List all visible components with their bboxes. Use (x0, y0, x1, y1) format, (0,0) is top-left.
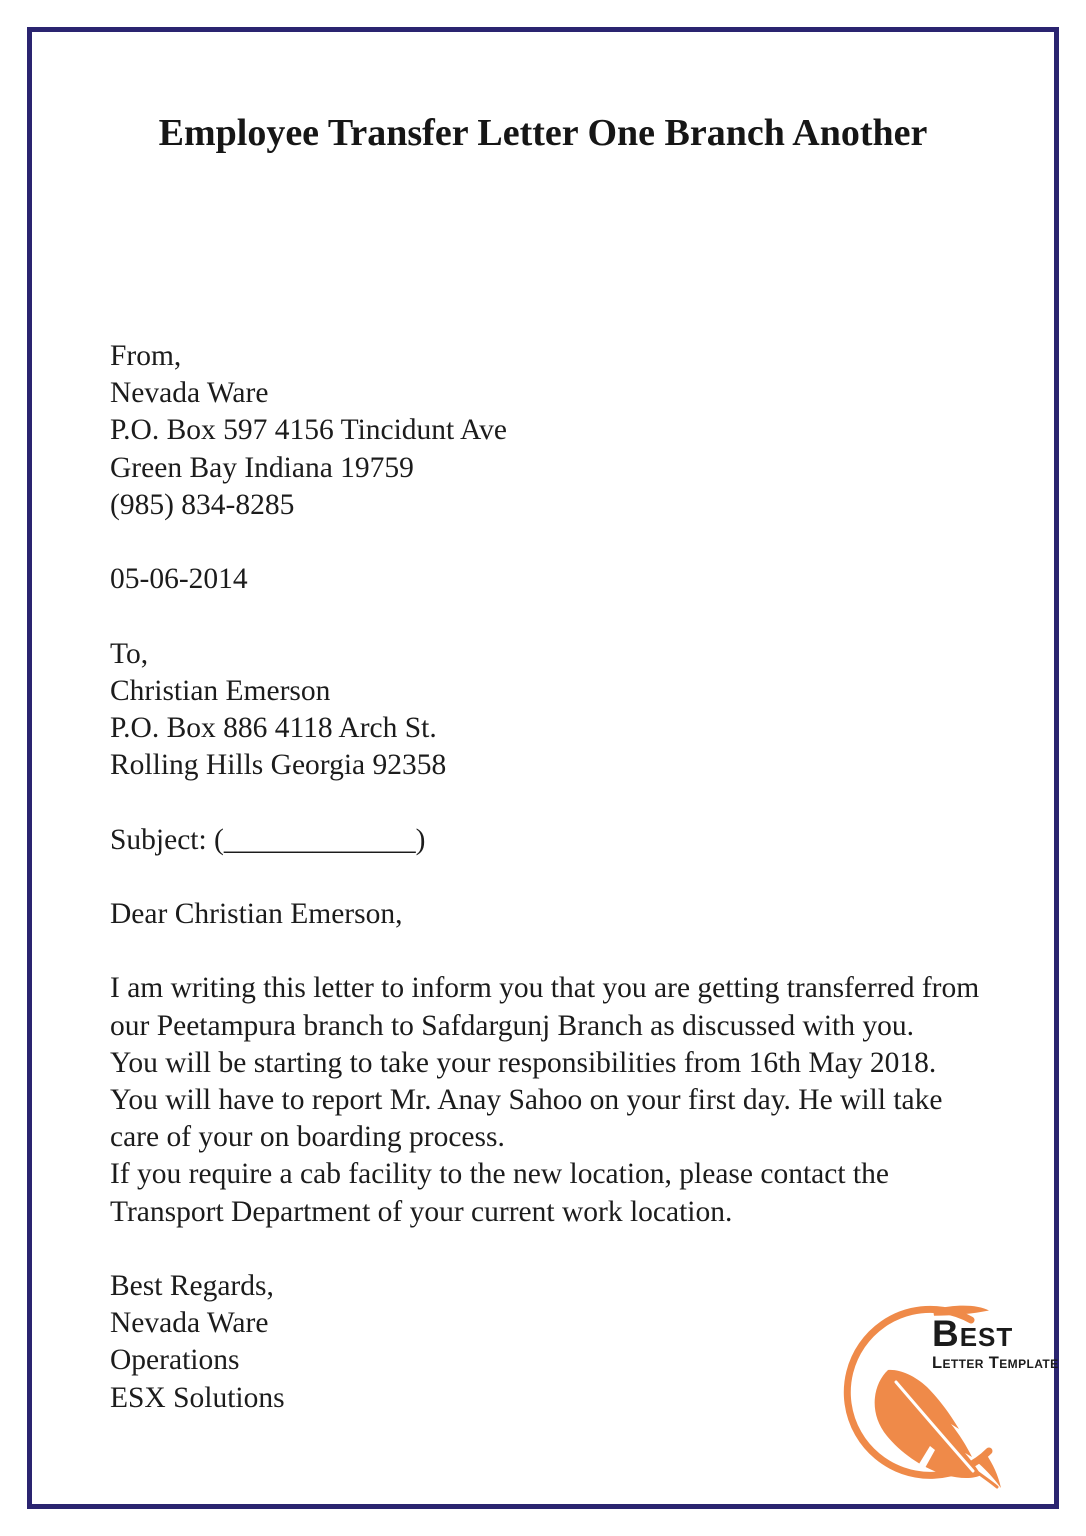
body-line: I am writing this letter to inform you that you are getting transferred from (110, 972, 980, 1005)
spacer (110, 1231, 1040, 1268)
sender-line: From, (110, 340, 182, 372)
subject-line: Subject: (_____________) (110, 823, 426, 856)
sender-line: Nevada Ware (110, 377, 269, 410)
letter-title: Employee Transfer Letter One Branch Another (158, 112, 928, 154)
closing-line: ESX Solutions (110, 1381, 285, 1414)
spacer (110, 933, 1040, 970)
recipient-line: To, (110, 637, 149, 670)
logo-brand-text: Best (932, 1313, 1014, 1354)
recipient-line: Christian Emerson (110, 674, 331, 707)
sender-block (110, 338, 1040, 524)
sender-line: P.O. Box 597 4156 Tincidunt Ave (110, 414, 507, 447)
salutation: Dear Christian Emerson, (110, 897, 403, 930)
date-text: 05-06-2014 (110, 563, 248, 596)
body-line: Transport Department of your current work location. (110, 1195, 733, 1228)
closing-line: Operations (110, 1344, 240, 1377)
body-line: You will have to report Mr. Anay Sahoo on your first day. He will take (110, 1083, 943, 1116)
body-line: You will be starting to take your responsibilities from 16th May 2018. (110, 1046, 937, 1079)
letter-content (110, 338, 1040, 1417)
best-letter-template-logo (840, 1283, 1065, 1505)
logo-tagline-text: Letter Template (932, 1354, 1059, 1372)
spacer (110, 859, 1040, 896)
recipient-line: P.O. Box 886 4118 Arch St. (110, 712, 437, 744)
closing-line: Best Regards, (110, 1269, 274, 1302)
closing-line: Nevada Ware (110, 1307, 269, 1340)
sender-line: (985) 834-8285 (110, 488, 295, 521)
body-line: care of your on boarding process. (110, 1121, 505, 1154)
spacer (110, 784, 1040, 821)
recipient-block (110, 636, 1040, 785)
body-line: our Peetampura branch to Safdargunj Branch as discussed with you. (110, 1009, 914, 1042)
body-paragraph (110, 970, 1040, 1230)
body-line: If you require a cab facility to the new location, please contact the (110, 1158, 889, 1191)
recipient-line: Rolling Hills Georgia 92358 (110, 749, 447, 782)
sender-line: Green Bay Indiana 19759 (110, 451, 414, 484)
spacer (110, 524, 1040, 561)
spacer (110, 598, 1040, 635)
